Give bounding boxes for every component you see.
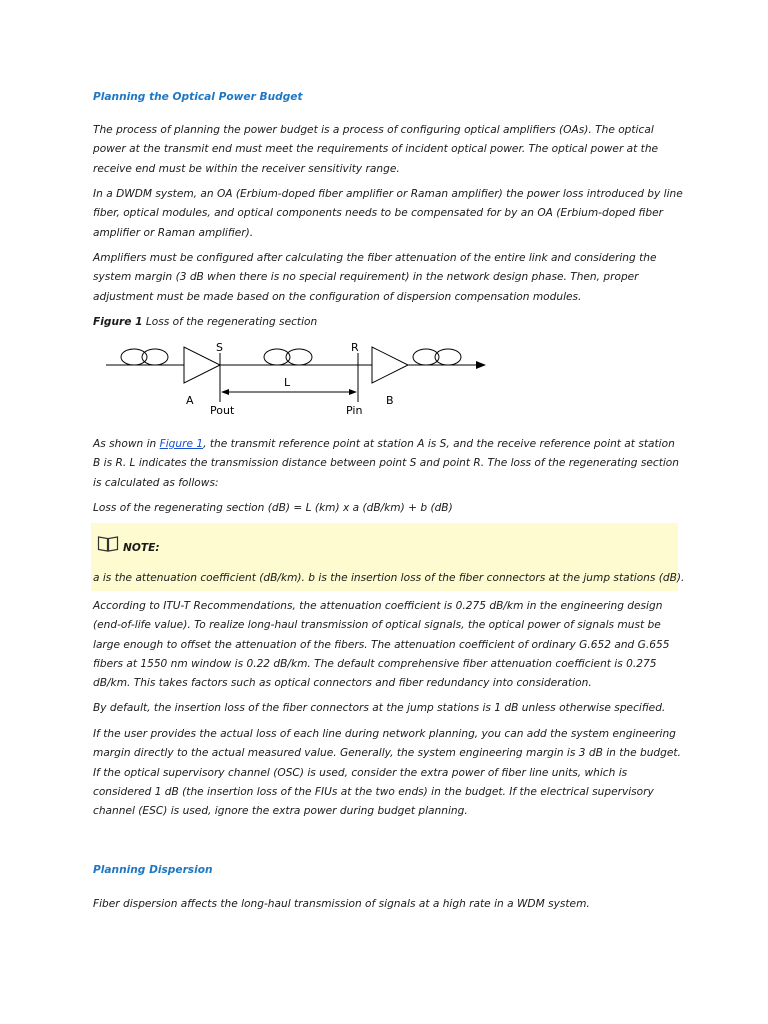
paragraph-as-shown [93, 435, 683, 493]
paragraph-actual-loss: If the user provides the actual loss of each line during network planning, you can add the system engineering margin directly to the actual measured value. Generally, the system engineering margin is 3 dB in the budget. If the optical supervisory channel (OSC) is used, consider the extra power of fiber line units, which is considered 1 dB (the insertion loss of the FIUs at the two ends) in the budget. If the electrical supervisory channel (ESC) is used, ignore the extra power during budget planning. [93, 728, 681, 818]
regenerating-section-diagram [100, 338, 500, 420]
fiber-coil-left-1 [121, 349, 147, 365]
amplifier-a [184, 347, 220, 383]
label-a: A [186, 394, 194, 407]
paragraph-power-budget-intro: The process of planning the power budget is a process of configuring optical amplifiers (OAs). The optical power at the transmit end must meet the requirements of incident optical power. The optical power at the receive end must be within the receiver sensitivity range. [93, 124, 659, 175]
paragraph-dwdm-oa: In a DWDM system, an OA (Erbium-doped fiber amplifier or Raman amplifier) the power loss introduced by line fiber, optical modules, and optical components needs to be compensated for by an OA (Erbium-doped fiber amplifier or Raman amplifier). [93, 188, 683, 239]
as-shown-suffix: , the transmit reference point at station A is S, and the receive reference point at station B is R. L indicates the transmission distance between point S and point R. The loss of the regenerating section is calculated as follows: [93, 438, 679, 489]
paragraph-default-insertion-loss: By default, the insertion loss of the fiber connectors at the jump stations is 1 dB unless otherwise specified. [93, 702, 666, 714]
figure-caption [93, 316, 683, 328]
label-pin: Pin [346, 404, 363, 417]
distance-arrow-right [349, 389, 357, 395]
label-pout: Pout [210, 404, 235, 417]
figure-label: Figure 1 [93, 316, 143, 328]
as-shown-prefix: As shown in [93, 438, 160, 450]
label-b: B [386, 394, 394, 407]
book-icon [97, 535, 119, 553]
note-box [91, 523, 685, 591]
fiber-coil-left-2 [142, 349, 168, 365]
section-heading-dispersion: Planning Dispersion [93, 864, 213, 876]
label-r: R [351, 341, 359, 354]
paragraph-itu-t: According to ITU-T Recommendations, the attenuation coefficient is 0.275 dB/km in the engineering design (end-of-life value). To realize long-haul transmission of optical signals, the optical power of signals must be large enough to offset the attenuation of the fibers. The attenuation coefficient of ordinary G.652 and G.655 fibers at 1550 nm window is 0.22 dB/km. The default comprehensive fiber attenuation coefficient is 0.275 dB/km. This takes factors such as optical connectors and fiber redundancy into consideration. [93, 600, 670, 690]
note-label: NOTE: [123, 542, 160, 554]
label-l: L [284, 376, 291, 389]
label-s: S [216, 341, 223, 354]
paragraph-amplifier-config: Amplifiers must be configured after calculating the fiber attenuation of the entire link and considering the system margin (3 dB when there is no special requirement) in the network design phase. Then, proper adjustment must be made based on the configuration of dispersion compensation modules. [93, 252, 657, 303]
paragraph-dispersion: Fiber dispersion affects the long-haul transmission of signals at a high rate in a WDM system. [93, 898, 590, 910]
output-arrow [476, 361, 486, 369]
note-text: a is the attenuation coefficient (dB/km). b is the insertion loss of the fiber connectors at the jump stations (dB). [93, 572, 685, 584]
amplifier-b [372, 347, 408, 383]
figure-caption-text: Loss of the regenerating section [142, 316, 318, 328]
section-heading-power-budget: Planning the Optical Power Budget [93, 91, 303, 103]
formula-text: Loss of the regenerating section (dB) = L (km) x a (dB/km) + b (dB) [93, 502, 453, 514]
figure-1-link[interactable]: Figure 1 [159, 438, 204, 450]
distance-arrow-left [221, 389, 229, 395]
